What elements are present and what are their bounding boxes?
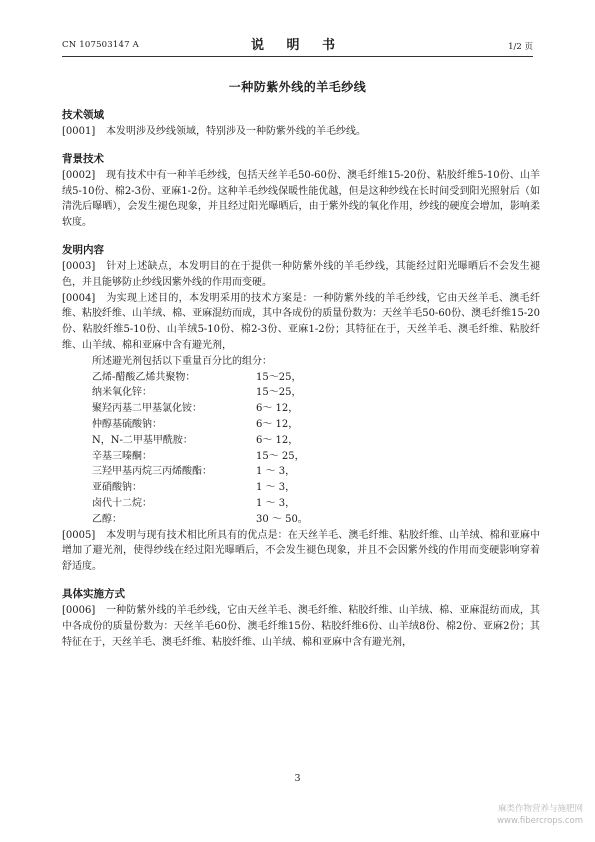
publication-number: CN 107503147 A [62, 40, 139, 50]
component-name: 乙醇： [92, 513, 122, 525]
paragraph-text: 现有技术中有一种羊毛纱线，包括天丝羊毛50-60份、澳毛纤维15-20份、粘胶纤维5-10份、山羊绒5-10份、棉2-3份、亚麻1-2份。这种羊毛纱线保暖性能优越，但是这种纱线在长时间受到阳光照射后（如清洗后曝晒），会发生褪色现象，并且经过阳光曝晒后，由于紫外线的氧化作用，纱线的硬度会增加，影响柔软度。 [62, 169, 540, 229]
component-name: 乙烯-醋酸乙烯共聚物： [92, 371, 196, 383]
formula-row [92, 512, 540, 528]
formula-row [92, 401, 540, 417]
paragraph-number: [0001] [62, 126, 96, 137]
component-value: 6～ 12， [256, 403, 299, 415]
component-name: 聚羟丙基二甲基氯化铵： [92, 403, 202, 415]
formula-row [92, 417, 540, 433]
paragraph-text: 本发明涉及纱线领域，特别涉及一种防紫外线的羊毛纱线。 [106, 126, 366, 137]
component-name: 纳米氧化锌： [92, 387, 152, 399]
paragraph-number: [0003] [62, 260, 96, 272]
component-value: 1 ～ 3， [256, 482, 296, 494]
component-value: 15～ 25， [256, 450, 305, 462]
component-name: 仲醇基硫酸钠： [92, 418, 162, 430]
component-value: 1 ～ 3， [256, 466, 296, 478]
formula-row [92, 385, 540, 401]
paragraph-text: 为实现上述目的，本发明采用的技术方案是：一种防紫外线的羊毛纱线，它由天丝羊毛、澳毛纤维、粘胶纤维、山羊绒、棉、亚麻混纺而成，其中各成份的质量份数为：天丝羊毛50-60份、澳毛纤维15-20份、粘胶纤维5-10份、山羊绒5-10份、棉2-3份、亚麻1-2份；其特征在于，天丝羊毛、澳毛纤维、粘胶纤维、山羊绒、棉和亚麻中含有避光剂， [62, 292, 540, 351]
formula-row [92, 496, 540, 512]
component-name: 辛基三嗪酮： [92, 450, 152, 462]
watermark-site-name: 麻类作物营养与施肥网 [497, 804, 583, 814]
document-body [62, 108, 540, 650]
section-heading-tech-field: 技术领域 [62, 109, 104, 121]
component-name: 卤代十二烷： [92, 497, 152, 509]
component-value: 15～25， [256, 371, 302, 383]
paragraph-text: 本发明与现有技术相比所具有的优点是：在天丝羊毛、澳毛纤维、粘胶纤维、山羊绒、棉和亚麻中增加了避光剂，使得纱线在经过阳光曝晒后，不会发生褪色现象，并且不会因紫外线的作用而变硬影响穿着舒适度。 [62, 529, 540, 573]
component-name: N，N-二甲基甲酰胺： [92, 434, 193, 446]
component-name: 亚硝酸钠： [92, 482, 142, 494]
site-watermark [497, 803, 583, 827]
watermark-url: www.fibercrops.com [497, 816, 583, 826]
paragraph-number: [0004] [62, 292, 96, 304]
component-value: 30 ～ 50。 [256, 513, 308, 525]
page-number: 3 [294, 773, 301, 784]
paragraph-0004 [62, 291, 540, 354]
paragraph-0006 [62, 603, 540, 650]
document-title: 一种防紫外线的羊毛纱线 [228, 80, 367, 94]
formula-row [92, 480, 540, 496]
paragraph-0003 [62, 259, 540, 291]
component-value: 6～ 12， [256, 418, 299, 430]
page-header [62, 32, 533, 54]
header-divider [62, 56, 533, 57]
section-heading-background: 背景技术 [62, 152, 104, 165]
formula-lead: 所述避光剂包括以下重量百分比的组分： [92, 355, 272, 367]
formula-row [92, 449, 540, 465]
paragraph-0005 [62, 528, 540, 575]
paragraph-text: 一种防紫外线的羊毛纱线，它由天丝羊毛、澳毛纤维、粘胶纤维、山羊绒、棉、亚麻混纺而成，其中各成份的质量份数为：天丝羊毛60份、澳毛纤维15份、粘胶纤维6份、山羊绒8份、棉2份、亚麻2份；其特征在于，天丝羊毛、澳毛纤维、粘胶纤维、山羊绒、棉和亚麻中含有避光剂， [62, 604, 540, 648]
formula-row [92, 433, 540, 449]
formula-row [92, 464, 540, 480]
section-heading-embodiment: 具体实施方式 [62, 587, 125, 600]
section-heading-summary: 发明内容 [62, 243, 104, 256]
paragraph-0002 [62, 168, 540, 231]
paragraph-number: [0005] [62, 529, 96, 541]
component-value: 6～ 12， [256, 434, 299, 446]
component-value: 15～25， [256, 387, 302, 399]
page-counter: 1/2 页 [508, 42, 533, 52]
paragraph-number: [0006] [62, 604, 96, 616]
formula-list [62, 354, 540, 528]
paragraph-number: [0002] [62, 169, 96, 181]
formula-row [92, 370, 540, 386]
component-name: 三羟甲基丙烷三丙烯酸酯： [92, 466, 212, 478]
paragraph-text: 针对上述缺点，本发明目的在于提供一种防紫外线的羊毛纱线，其能经过阳光曝晒后不会发生褪色，并且能够防止纱线因紫外线的作用而变硬。 [62, 260, 540, 288]
paragraph-0001 [62, 124, 540, 140]
document-type: 说 明 书 [250, 38, 345, 53]
component-value: 1 ～ 3， [256, 497, 296, 509]
